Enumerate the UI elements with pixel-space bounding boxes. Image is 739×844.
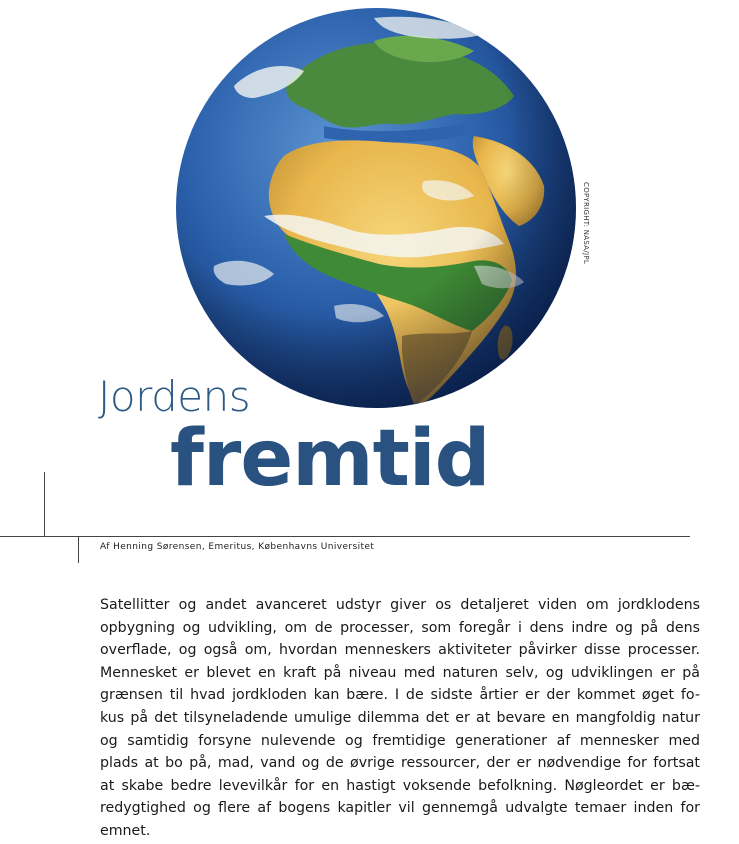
chapter-title-line1: Jordens <box>98 372 251 421</box>
earth-globe-image <box>174 6 578 410</box>
divider-horizontal <box>0 536 690 537</box>
divider-vertical-bottom <box>78 537 79 563</box>
author-byline: Af Henning Sørensen, Emeritus, Københavns Universitet <box>100 542 375 552</box>
body-line: at skabe bedre levevilkår for en hastigt voksende befolkning. Nøgleordet er bæ- <box>100 777 700 794</box>
divider-vertical-top <box>44 472 45 536</box>
body-line: redygtighed og flere af bogens kapitler vil gennemgå udvalgte temaer inden for <box>100 800 700 817</box>
body-paragraph <box>100 594 700 843</box>
body-line: kus på det tilsyneladende umulige dilemma det er at bevare en mangfoldig natur <box>100 709 700 726</box>
body-line: Satellitter og andet avanceret udstyr giver os detaljeret viden om jordklodens <box>100 597 700 613</box>
body-line: Mennesket er blevet en kraft på niveau med naturen selv, og udviklingen er på <box>100 664 700 681</box>
body-line: plads at bo på, mad, vand og de øvrige ressourcer, der er nødvendige for fortsat <box>100 755 700 772</box>
body-line: overflade, og også om, hvordan menneskers aktiviteter påvirker disse processer. <box>100 642 700 659</box>
body-line: emnet. <box>100 822 151 839</box>
image-copyright: COPYRIGHT: NASA/JPL <box>582 182 590 265</box>
body-line: og samtidig forsyne nulevende og fremtidige generationer af mennesker med <box>100 732 700 749</box>
chapter-title-line2: fremtid <box>170 414 490 504</box>
body-line: opbygning og udvikling, om de processer, som foregår i dens indre og på dens <box>100 619 700 636</box>
body-line: grænsen til hvad jordkloden kan bære. I de sidste årtier er der kommet øget fo- <box>100 687 700 704</box>
